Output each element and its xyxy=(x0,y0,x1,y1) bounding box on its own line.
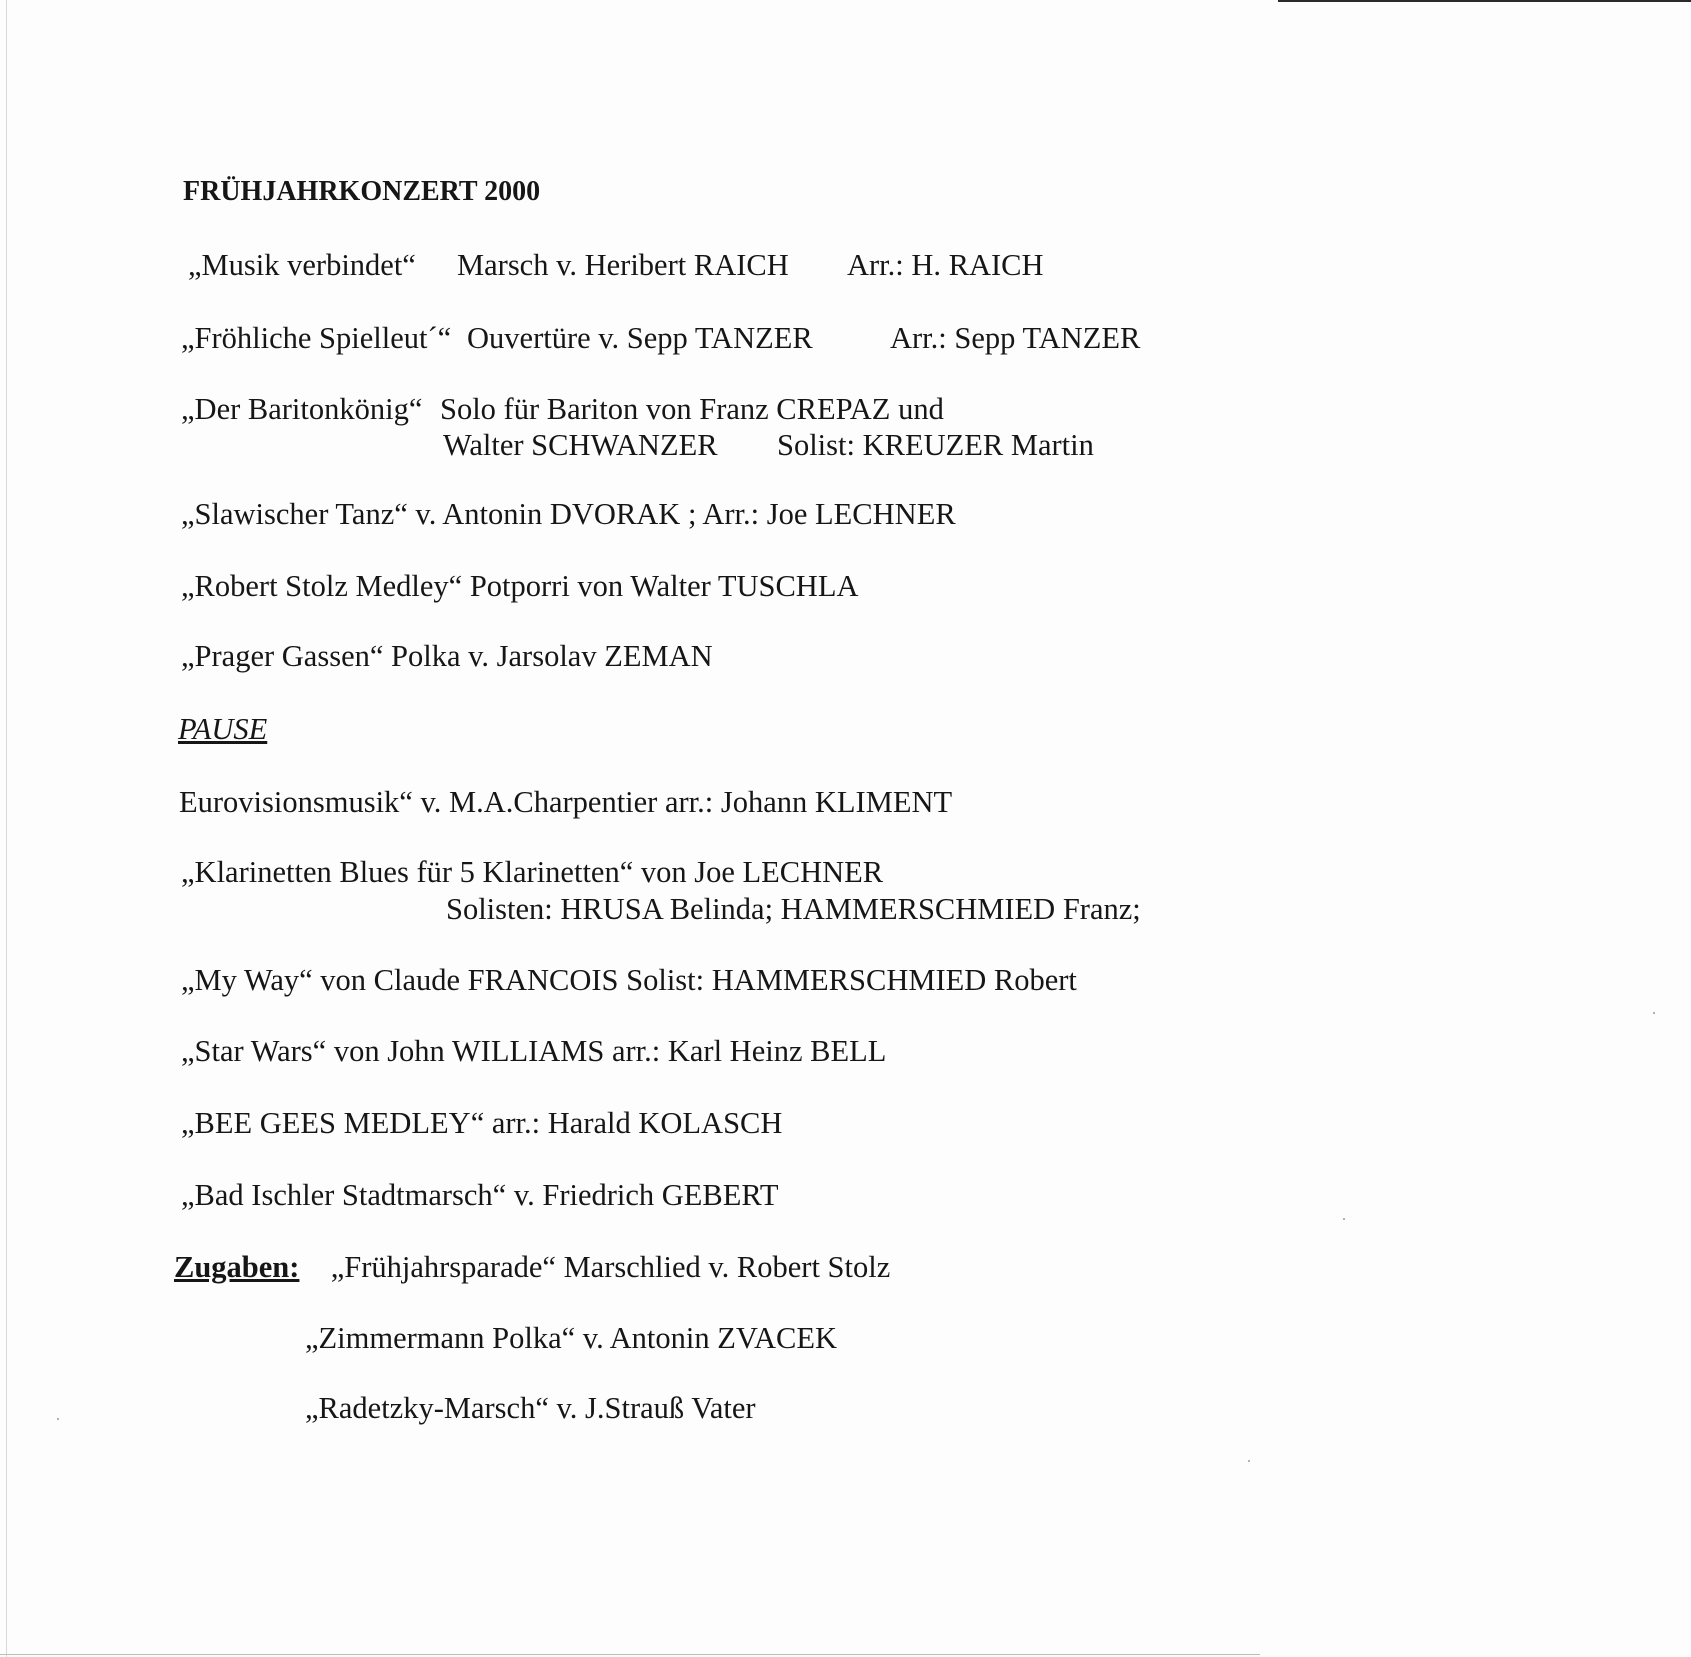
program-item-10: „Star Wars“ von John WILLIAMS arr.: Karl Heinz BELL xyxy=(181,1034,887,1068)
program-item-8-soloists: Solisten: HRUSA Belinda; HAMMERSCHMIED Franz; xyxy=(446,892,1141,926)
page-title: FRÜHJAHRKONZERT 2000 xyxy=(183,176,541,207)
scan-speck xyxy=(1343,1218,1345,1220)
program-item-11: „BEE GEES MEDLEY“ arr.: Harald KOLASCH xyxy=(181,1106,783,1140)
program-item-3-work: „Der Baritonkönig“ xyxy=(181,392,423,426)
program-item-2-work: „Fröhliche Spielleut´“ xyxy=(181,321,452,355)
program-item-7: Eurovisionsmusik“ v. M.A.Charpentier arr.: Johann KLIMENT xyxy=(179,785,953,819)
encore-item-2: „Zimmermann Polka“ v. Antonin ZVACEK xyxy=(305,1321,837,1355)
program-item-3-line1: Solo für Bariton von Franz CREPAZ und xyxy=(440,392,944,426)
program-item-1-composer: Marsch v. Heribert RAICH xyxy=(457,248,789,282)
scan-speck xyxy=(57,1418,59,1420)
program-item-2-arranger: Arr.: Sepp TANZER xyxy=(890,321,1141,355)
program-item-5: „Robert Stolz Medley“ Potporri von Walter TUSCHLA xyxy=(181,569,859,603)
program-item-2-composer: Ouvertüre v. Sepp TANZER xyxy=(467,321,813,355)
encores-row-1 xyxy=(174,1252,890,1283)
scan-edge-bottom xyxy=(0,1654,1260,1655)
program-item-8-line1: „Klarinetten Blues für 5 Klarinetten“ von Joe LECHNER xyxy=(181,855,884,889)
encore-item-1: „Frühjahrsparade“ Marschlied v. Robert Stolz xyxy=(330,1250,891,1284)
program-item-6: „Prager Gassen“ Polka v. Jarsolav ZEMAN xyxy=(181,639,713,673)
encore-item-3: „Radetzky-Marsch“ v. J.Strauß Vater xyxy=(305,1391,756,1425)
scan-edge-left xyxy=(6,0,7,1657)
program-item-3-solist: Solist: KREUZER Martin xyxy=(777,428,1094,462)
program-item-1-work: „Musik verbindet“ xyxy=(188,248,416,282)
scan-speck xyxy=(1653,1012,1655,1014)
scan-edge-top xyxy=(1278,0,1691,2)
program-item-1-arranger: Arr.: H. RAICH xyxy=(847,248,1044,282)
encores-label: Zugaben: xyxy=(174,1250,300,1284)
pause-heading: PAUSE xyxy=(178,712,268,746)
scan-speck xyxy=(1248,1460,1250,1462)
program-item-3-names: Walter SCHWANZER xyxy=(443,428,718,462)
program-item-12: „Bad Ischler Stadtmarsch“ v. Friedrich GEBERT xyxy=(181,1178,779,1212)
program-item-4: „Slawischer Tanz“ v. Antonin DVORAK ; Arr.: Joe LECHNER xyxy=(181,497,956,531)
program-item-9: „My Way“ von Claude FRANCOIS Solist: HAMMERSCHMIED Robert xyxy=(181,963,1077,997)
